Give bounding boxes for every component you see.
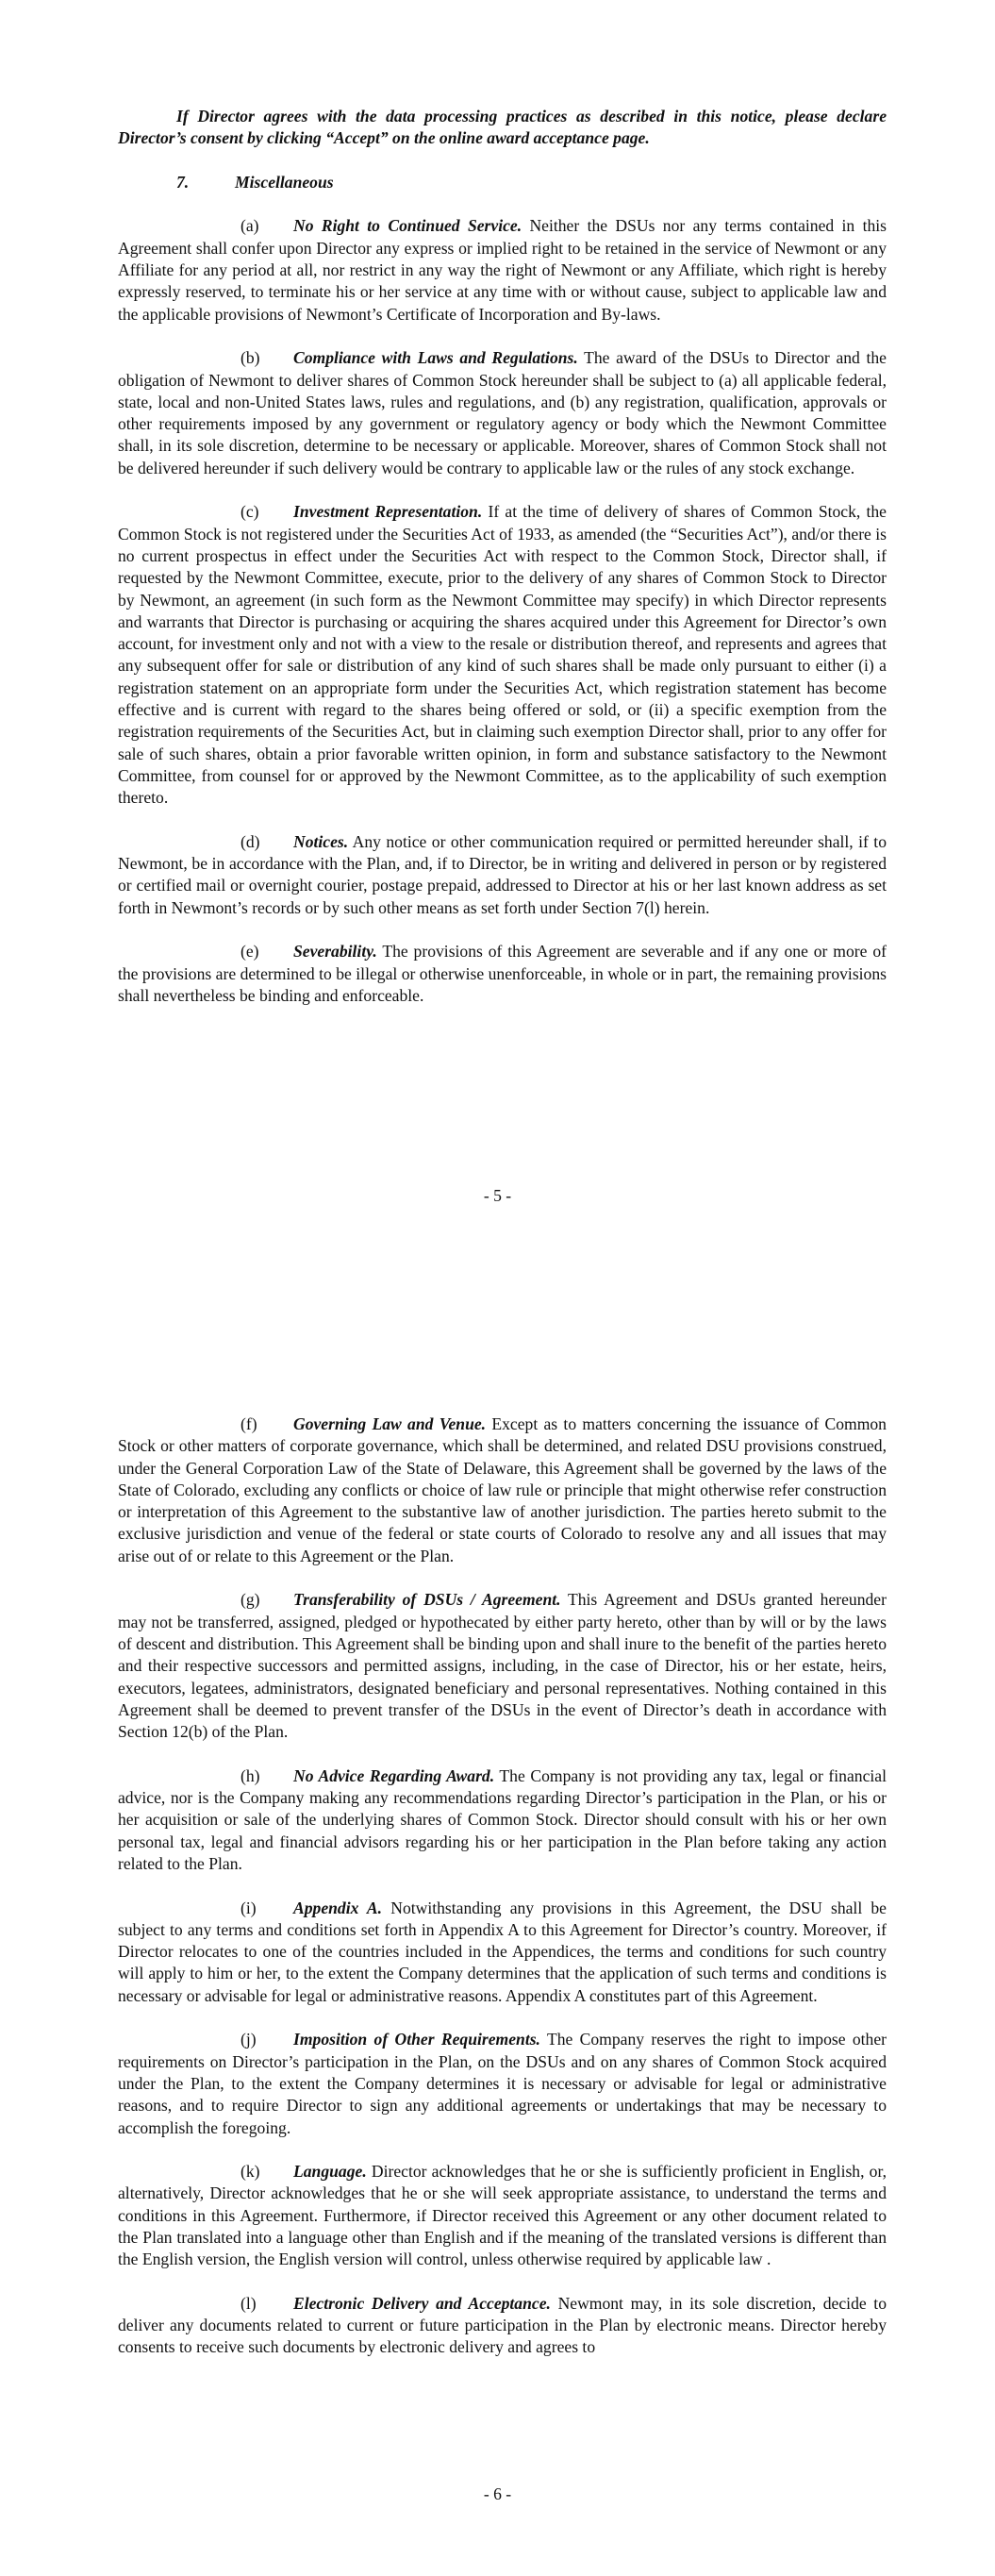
paragraph-g [118,1589,887,1743]
section-number: 7. [176,172,190,192]
paragraph-title: No Advice Regarding Award. [293,1765,495,1785]
paragraph-text: The Company is not providing any tax, legal or financial advice, nor is the Company making any recommendations regarding Director’s participation in the Plan, or his or her acquisition or sale of the underlying shares of Common Stock. Director should consult with his or her own personal tax, legal and financial advisors regarding his or her participation in the Plan before taking any action related to the Plan. [118,1765,887,1873]
paragraph-label: (f) [240,1414,257,1433]
paragraph-text: Except as to matters concerning the issuance of Common Stock or other matters of corporate governance, which shall be determined, and related DSU provisions construed, under the General Corporation Law of the State of Delaware, this Agreement shall be governed by the laws of the State of Colorado, excluding any conflicts or choice of law rule or principle that might otherwise refer construction or interpretation of this Agreement to the substantive law of another jurisdiction. The parties hereto submit to the exclusive jurisdiction and venue of the federal or state courts of Colorado to resolve any and all issues that may arise out of or relate to this Agreement or the Plan. [118,1414,887,1565]
paragraph-title: No Right to Continued Service. [293,216,522,236]
page-6-body [118,1413,887,2381]
consent-notice: If Director agrees with the data processing practices as described in this notice, please declare Director’s consent by clicking “Accept” on the online award acceptance page. [118,107,887,148]
paragraph-title: Appendix A. [293,1898,383,1917]
paragraph-title: Transferability of DSUs / Agreement. [293,1590,561,1610]
paragraph-label: (l) [240,2293,257,2313]
paragraph-a [118,215,887,325]
paragraph-label: (j) [240,2030,257,2049]
paragraph-label: (d) [240,831,260,851]
paragraph-title: Electronic Delivery and Acceptance. [293,2293,551,2313]
paragraph-label: (k) [240,2162,260,2182]
page-5-body [118,106,887,1029]
paragraph-text: This Agreement and DSUs granted hereunder may not be transferred, assigned, pledged or hypothecated by either party hereto, other than by will or by the laws of descent and distribution. This Agreement shall be binding upon and shall inure to the benefit of the parties hereto and their respective successors and permitted assigns, including, in the case of Director, his or her estate, heirs, executors, legatees, administrators, designated beneficiary and personal representatives. Nothing contained in this Agreement shall be deemed to prevent transfer of the DSUs in the event of Director’s death in accordance with Section 12(b) of the Plan. [118,1590,887,1742]
paragraph-j [118,2029,887,2138]
paragraph-text: Notwithstanding any provisions in this Agreement, the DSU shall be subject to any terms and conditions set forth in Appendix A to this Agreement for Director’s country. Moreover, if Director relocates to one of the countries included in the Appendices, the terms and conditions for such country will apply to him or her, to the extent the Company determines that the application of such terms and conditions is necessary or advisable for legal or administrative reasons. Appendix A constitutes part of this Agreement. [118,1898,887,2005]
paragraph-label: (g) [240,1590,260,1610]
paragraph-label: (c) [240,502,259,522]
paragraph-text: The award of the DSUs to Director and the obligation of Newmont to deliver shares of Common Stock hereunder shall be subject to (a) all applicable federal, state, local and non-United States laws, rules and regulations, and (b) any registration, qualification, approvals or other requirements imposed by any government or regulatory agency or body which the Newmont Committee shall, in its sole discretion, determine to be necessary or applicable. Moreover, shares of Common Stock shall not be delivered hereunder if such delivery would be contrary to applicable law or the rules of any stock exchange. [118,348,887,477]
paragraph-title: Severability. [293,942,377,962]
paragraph-d [118,831,887,919]
paragraph-h [118,1765,887,1875]
paragraph-e [118,941,887,1007]
paragraph-c [118,501,887,809]
page-number: - 5 - [483,1186,512,1205]
paragraph-title: Imposition of Other Requirements. [293,2030,540,2049]
paragraph-text: Neither the DSUs nor any terms contained in this Agreement shall confer upon Director any express or implied right to be retained in the service of Newmont or any Affiliate for any period at all, nor restrict in any way the right of Newmont or any Affiliate, which right is hereby expressly reserved, to terminate his or her service at any time with or without cause, subject to applicable law and the applicable provisions of Newmont’s Certificate of Incorporation and By-laws. [118,216,887,324]
paragraph-b [118,347,887,479]
paragraph-text: Newmont may, in its sole discretion, decide to deliver any documents related to current or future participation in the Plan by electronic means. Director hereby consents to receive such documents by electronic delivery and agrees to [118,2293,887,2357]
paragraph-title: Language. [293,2162,367,2182]
paragraph-text: Director acknowledges that he or she is sufficiently proficient in English, or, alternatively, Director acknowledges that he or she will seek appropriate assistance, to understand the terms and conditions in this Agreement. Furthermore, if Director received this Agreement or any other document related to the Plan translated into a language other than English and if the meaning of the translated versions is different than the English version, the English version will control, unless otherwise required by applicable law . [118,2162,887,2269]
paragraph-text: The provisions of this Agreement are severable and if any one or more of the provisions are determined to be illegal or otherwise unenforceable, in whole or in part, the remaining provisions shall nevertheless be binding and enforceable. [118,942,887,1005]
paragraph-title: Notices. [293,831,349,851]
section-heading [176,172,887,193]
paragraph-title: Compliance with Laws and Regulations. [293,348,578,368]
paragraph-label: (i) [240,1898,257,1917]
paragraph-f [118,1413,887,1567]
paragraph-text: Any notice or other communication required or permitted hereunder shall, if to Newmont, be in accordance with the Plan, and, if to Director, be in writing and delivered in person or by registered or certified mail or overnight courier, postage prepaid, addressed to Director at his or her last known address as set forth in Newmont’s records or by such other means as set forth under Section 7(l) herein. [118,831,887,917]
page-number: - 6 - [483,2484,512,2503]
paragraph-label: (h) [240,1765,260,1785]
paragraph-k [118,2161,887,2270]
paragraph-i [118,1898,887,2007]
paragraph-l [118,2293,887,2359]
paragraph-label: (a) [240,216,259,236]
paragraph-label: (b) [240,348,260,368]
paragraph-text: The Company reserves the right to impose other requirements on Director’s participation in the Plan, on the DSUs and on any shares of Common Stock acquired under the Plan, to the extent the Company determines it is necessary or advisable for legal or administrative reasons, and to require Director to sign any additional agreements or undertakings that may be necessary to accomplish the foregoing. [118,2030,887,2137]
document-page-6 [0,1288,995,2576]
paragraph-title: Investment Representation. [293,502,483,522]
section-title: Miscellaneous [235,172,334,192]
paragraph-title: Governing Law and Venue. [293,1414,487,1433]
paragraph-text: If at the time of delivery of shares of Common Stock, the Common Stock is not registered under the Securities Act of 1933, as amended (the “Securities Act”), and/or there is no current prospectus in effect under the Securities Act with respect to the Common Stock, Director shall, if requested by the Newmont Committee, execute, prior to the delivery of any shares of Common Stock to Director by Newmont, an agreement (in such form as the Newmont Committee may specify) in which Director represents and warrants that Director is purchasing or acquiring the shares acquired under this Agreement for Director’s own account, for investment only and not with a view to the resale or distribution thereof, and represents and agrees that any subsequent offer for sale or distribution of any kind of such shares shall be made only pursuant to either (i) a registration statement on an appropriate form under the Securities Act, which registration statement has become effective and is current with regard to the shares being offered or sold, or (ii) a specific exemption from the registration requirements of the Securities Act, but in claiming such exemption Director shall, prior to any offer for sale of such shares, obtain a prior favorable written opinion, in form and substance satisfactory to the Newmont Committee, from counsel for or approved by the Newmont Committee, as to the applicability of such exemption thereto. [118,502,887,808]
paragraph-label: (e) [240,942,259,962]
